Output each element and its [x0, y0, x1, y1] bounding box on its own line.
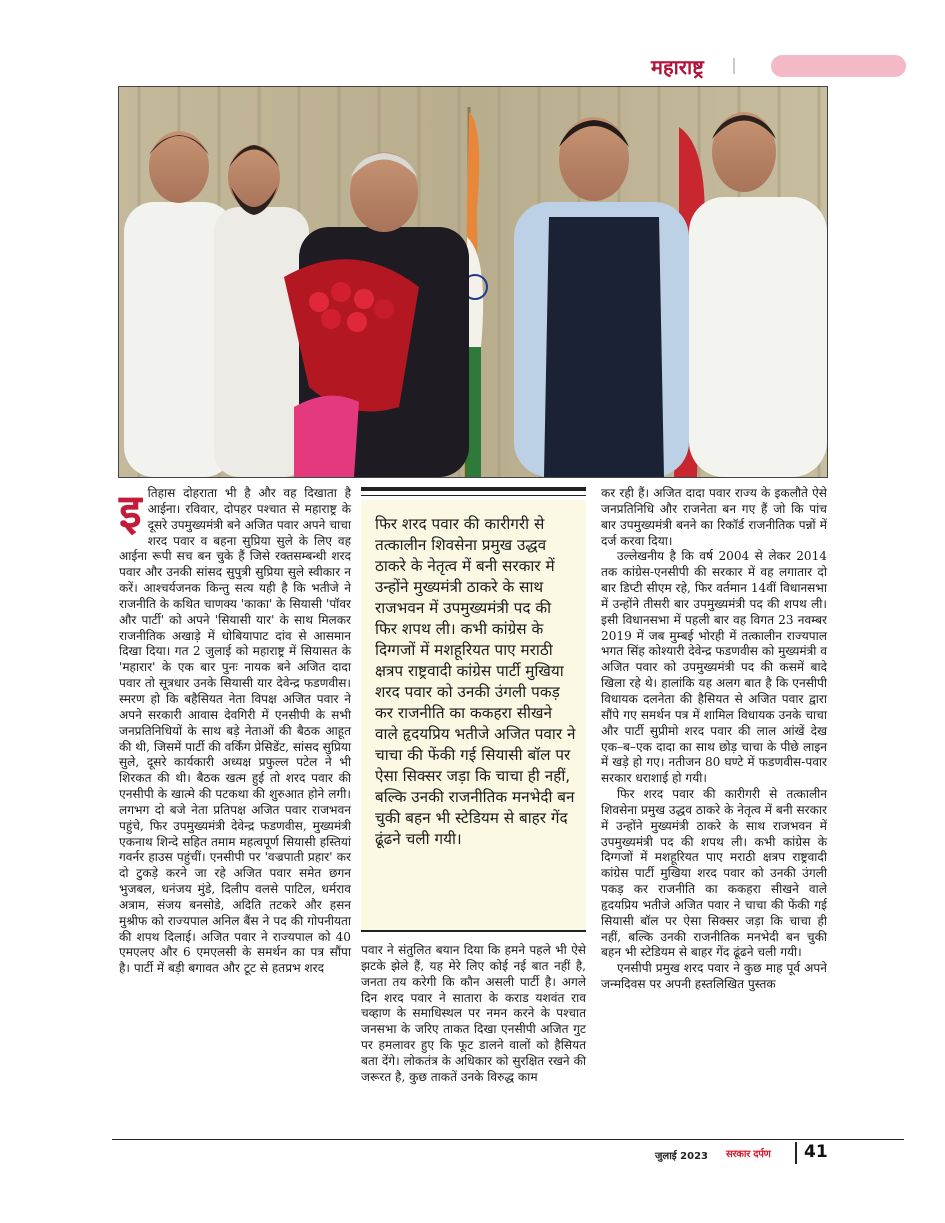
header-divider — [733, 58, 735, 74]
paragraph: फिर शरद पवार की कारीगरी से तत्कालीन शिवसेना प्रमुख उद्धव ठाकरे के नेतृत्व में बनी सरकार में उन्होंने मुख्यमंत्री ठाकरे के साथ राजभवन में उपमुख्यमंत्री पद की शपथ ली। कभी कांग्रेस के दिग्गजों में मशहूरियत पाए मराठी क्षत्रप राष्ट्रवादी कांग्रेस पार्टी मुखिया शरद पवार को उनकी उंगली पकड़ कर राजनीति का ककहरा सीखने वाले हृदयप्रिय भतीजे अजित पवार ने चाचा की फेंकी गई सियासी बॉल पर ऐसा सिक्सर जड़ा कि चाचा ही नहीं, बल्कि उनकी राजनीतिक मनभेदी बन चुकी बहन भी स्टेडियम से बाहर गेंद ढूंढने चली गयी। — [601, 787, 827, 960]
pull-quote-rule-top — [361, 487, 586, 491]
article-photo — [118, 86, 828, 478]
paragraph: तिहास दोहराता भी है और वह दिखाता है आईना। रविवार, दोपहर पश्चात से महाराष्ट्र के दूसरे उपमुख्यमंत्री बने अजित पवार अपने चाचा शरद पवार व बहना सुप्रिया सुले के लिए वह आईना रूपी सच बन चुके हैं जिसे रक्तसम्बन्धी शरद पवार और उनकी सांसद सुपुत्री सुप्रिया सुले स्वीकार न करें। आश्चर्यजनक किन्तु सत्य यही है कि भतीजे ने राजनीति के कथित चाणक्य 'काका' के सियासी 'पॉवर और पार्टी' को अपने 'सियासी यार' के साथ मिलकर राजनीतिक अखाड़े में धोबियापाट दांव से आसमान दिखा दिया। गत 2 जुलाई को महाराष्ट्र में सियासत के 'महारार' के एक बार पुनः नायक बने अजित दादा पवार तो सूत्रधार उनके सियासी यार देवेन्द्र फडणवीस। स्मरण हो कि बहैसियत नेता विपक्ष अजित पवार ने अपने सरकारी आवास देवगिरी में एनसीपी के सभी जनप्रतिनिधियों के साथ बड़े नेताओं की बैठक आहूत की थी, जिसमें पार्टी की वर्किंग प्रेसिडेंट, सांसद सुप्रिया सुले, दूसरे कार्यकारी अध्यक्ष प्रफुल्ल पटेल ने भी शिरकत की थी। बैठक खत्म हुई तो शरद पवार की एनसीपी के खात्मे की पटकथा की शुरुआत होने लगी। लगभग दो बजे नेता प्रतिपक्ष अजित पवार राजभवन पहुंचे, फिर उपमुख्यमंत्री देवेन्द्र फडणवीस, मुख्यमंत्री एकनाथ शिन्दे सहित तमाम महत्वपूर्ण सियासी हस्तियां गवर्नर हाउस पहुंचीं। एनसीपी पर 'वज्रपाती प्रहार' कर दो टुकड़े करने जा रहे अजित पवार समेत छगन भुजबल, धनंजय मुंडे, दिलीप वलसे पाटिल, धर्मराव अत्राम, संजय बनसोडे, अदिति तटकरे और हसन मुश्रीफ को राज्यपाल अनिल बैंस ने पद की गोपनीयता की शपथ दिलाई। अजित पवार ने राज्यपाल को 40 एमएलए और 6 एमएलसी के समर्थन का पत्र सौंपा है। पार्टी में बड़ी बगावत और टूट से हतप्रभ शरद — [119, 486, 351, 976]
pull-quote-rule-thin — [361, 495, 586, 496]
drop-cap: इ — [119, 484, 142, 538]
paragraph: कर रही हैं। अजित दादा पवार राज्य के इकलौते ऐसे जनप्रतिनिधि और राजनेता बन गए हैं जो कि पांच बार उपमुख्यमंत्री बनने का रिकॉर्ड राजनीतिक पन्नों में दर्ज करवा दिया। — [601, 486, 827, 548]
pull-quote — [361, 486, 586, 932]
article-column-1 — [119, 486, 351, 977]
issue-date: जुलाई 2023 — [655, 1151, 709, 1162]
footer-rule — [112, 1139, 904, 1140]
page-number: 41 — [804, 1142, 828, 1162]
pull-quote-rule-bottom — [361, 930, 586, 932]
section-title: महाराष्ट्र — [651, 55, 704, 79]
pull-quote-text: फिर शरद पवार की कारीगरी से तत्कालीन शिवसेना प्रमुख उद्धव ठाकरे के नेतृत्व में बनी सरकार में उन्होंने मुख्यमंत्री ठाकरे के साथ राजभवन में उपमुख्यमंत्री पद की फिर शपथ ली। कभी कांग्रेस के दिग्गजों में मशहूरियत पाए मराठी क्षत्रप राष्ट्रवादी कांग्रेस पार्टी मुखिया शरद पवार को उनकी उंगली पकड़ कर राजनीति का ककहरा सीखने वाले हृदयप्रिय भतीजे अजित पवार ने चाचा की फेंकी गई सियासी बॉल पर ऐसा सिक्सर जड़ा कि चाचा ही नहीं, बल्कि उनकी राजनीतिक मनभेदी बन चुकी बहन भी स्टेडियम से बाहर गेंद ढूंढने चली गयी। — [375, 515, 576, 848]
footer-divider — [795, 1142, 797, 1164]
article-column-3 — [601, 486, 827, 993]
article-column-2 — [361, 943, 586, 1086]
group-photo-icon — [119, 87, 827, 477]
paragraph: पवार ने संतुलित बयान दिया कि हमने पहले भी ऐसे झटके झेले हैं, यह मेरे लिए कोई नई बात नहीं है, जनता तय करेगी कि कौन असली पार्टी है। अगले दिन शरद पवार ने सातारा के कराड यशवंत राव चव्हाण के समाधिस्थल पर नमन करने के पश्चात जनसभा के जरिए ताकत दिखा एनसीपी अजित गुट पर हमलावर हुए कि फूट डालने वालों को हैसियत बता देंगे। लोकतंत्र के अधिकार को सुरक्षित रखने की जरूरत है, कुछ ताकतें उनके विरुद्ध काम — [361, 943, 586, 1084]
magazine-name: सरकार दर्पण — [726, 1149, 771, 1160]
paragraph: उल्लेखनीय है कि वर्ष 2004 से लेकर 2014 तक कांग्रेस-एनसीपी की सरकार में वह लगातार दो बार डिप्टी सीएम रहे, फिर वर्तमान 14वीं विधानसभा में उन्होंने तीसरी बार उपमुख्यमंत्री पद की शपथ ली। इसी विधानसभा में पहली बार वह विगत 23 नवम्बर 2019 में जब मुम्बई भोरही में तत्कालीन राज्यपाल भगत सिंह कोश्यारी देवेन्द्र फडणवीस को मुख्यमंत्री व अजित पवार को उपमुख्यमंत्री पद की कसमें बादे खिला रहे थे। हालांकि यह अलग बात है कि एनसीपी विधायक दलनेता की हैसियत से अजित पवार द्वारा सौंपे गए समर्थन पत्र में शामिल विधायक उनके चाचा और पार्टी सुप्रीमो शरद पवार की लाल आंखें देख एक–ब–एक दादा का साथ छोड़ चाचा के पीछे लाइन में खड़े हो गए। नतीजन 80 घण्टे में फडणवीस-पवार सरकार धराशाई हो गयी। — [601, 549, 828, 786]
paragraph: एनसीपी प्रमुख शरद पवार ने कुछ माह पूर्व अपने जन्मदिवस पर अपनी हस्तलिखित पुस्तक — [601, 961, 827, 992]
header-decoration — [771, 55, 906, 77]
